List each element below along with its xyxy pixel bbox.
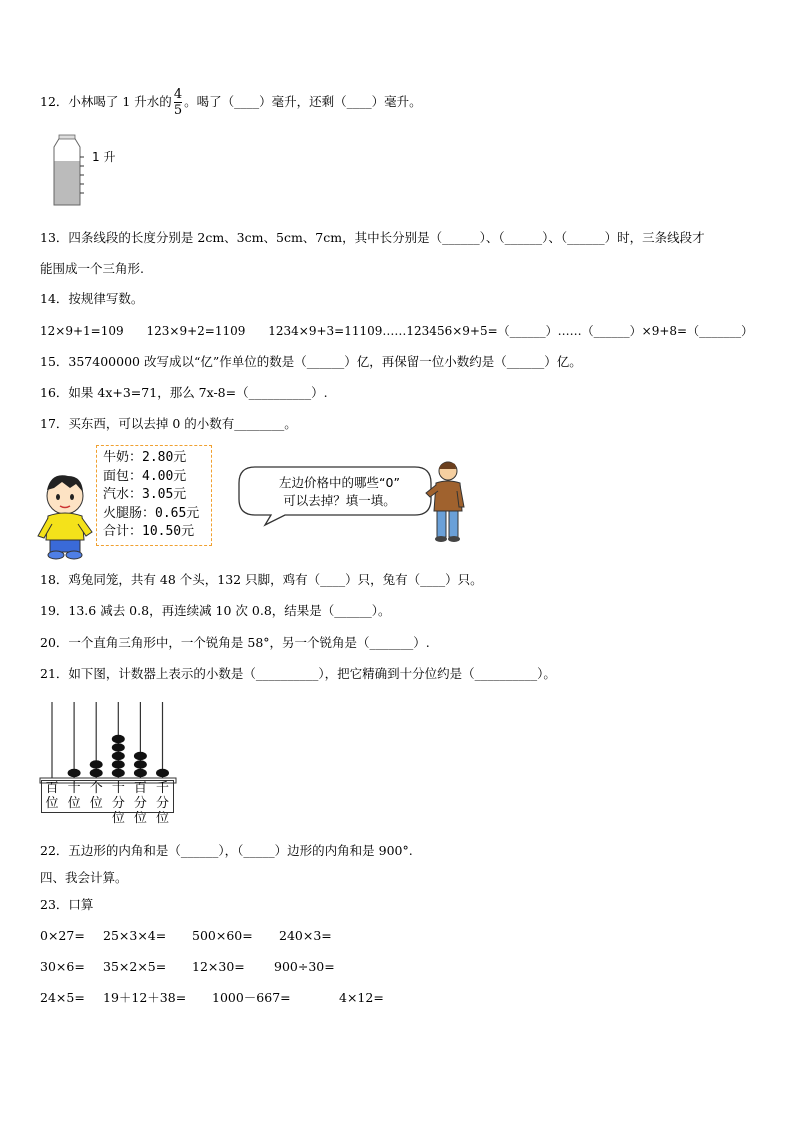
calc-item: 30×6= (40, 959, 85, 974)
abacus-bead (68, 769, 81, 777)
teacher-illustration (424, 459, 468, 543)
calc-item: 4×12= (339, 990, 384, 1005)
abacus-bead (112, 752, 125, 760)
calc-item: 24×5= (40, 990, 85, 1005)
water-bottle-illustration (46, 133, 121, 208)
calc-item: 0×27= (40, 928, 85, 943)
abacus-bead (134, 769, 147, 777)
question-13-line2: 能围成一个三角形. (40, 261, 144, 276)
question-20: 20．一个直角三角形中，一个锐角是 58°，另一个锐角是（_______）. (40, 635, 430, 650)
question-13-line1: 13．四条线段的长度分别是 2cm、3cm、5cm、7cm，其中长分别是（______）、（______）、（______）时，三条线段才 (40, 230, 705, 245)
calc-item: 1000－667= (212, 990, 291, 1005)
calc-item: 12×30= (192, 959, 245, 974)
abacus-label: 百 分 位 (133, 781, 147, 826)
question-15: 15．357400000 改写成以“亿”作单位的数是（______）亿，再保留一位小数约是（______）亿。 (40, 354, 582, 369)
fraction-4-5: $\frac{4}{5}$ (173, 87, 183, 118)
question-21: 21．如下图，计数器上表示的小数是（__________），把它精确到十分位约是（__________）。 (40, 666, 556, 681)
abacus-bead (112, 769, 125, 777)
price-item: 合计：10.50元 (103, 524, 195, 539)
boy-illustration (36, 470, 94, 560)
q12-prefix: 12．小林喝了 1 升水的 (40, 94, 172, 109)
calc-item: 500×60= (192, 928, 253, 943)
abacus-label: 百 位 (45, 781, 59, 811)
abacus-bead (156, 769, 169, 777)
question-18: 18．鸡兔同笼，共有 48 个头，132 只脚，鸡有（____）只，兔有（____）只。 (40, 572, 483, 587)
question-14-title: 14．按规律写数。 (40, 291, 144, 306)
question-17-title: 17．买东西，可以去掉 0 的小数有________。 (40, 416, 297, 431)
question-16: 16．如果 4x+3=71，那么 7x-8=（__________）. (40, 385, 328, 400)
abacus-bead (134, 752, 147, 760)
section-4-heading: 四、我会计算。 (40, 870, 128, 885)
abacus-counter (38, 700, 180, 785)
question-22: 22．五边形的内角和是（______），（_____）边形的内角和是 900°. (40, 843, 413, 858)
abacus-bead (112, 735, 125, 743)
abacus-bead (134, 760, 147, 768)
abacus-bead (112, 743, 125, 751)
price-list-box (96, 445, 212, 546)
abacus-bead (90, 769, 103, 777)
question-14-sequence: 12×9+1=109 123×9+2=1109 1234×9+3=11109……123456×9+5=（______）……（______）×9+8=（_______） (40, 324, 754, 338)
calc-item: 25×3×4= (103, 928, 167, 943)
abacus-label: 十 位 (67, 781, 81, 811)
speech-bubble-text: 左边价格中的哪些“0” 可以去掉？填一填。 (279, 475, 400, 508)
q12-suffix: 。喝了（____）毫升，还剩（____）毫升。 (184, 94, 422, 109)
calc-item: 35×2×5= (103, 959, 167, 974)
question-12 (40, 88, 422, 117)
calc-item: 19＋12＋38= (103, 990, 187, 1005)
question-23-title: 23．口算 (40, 897, 94, 912)
calc-item: 240×3= (279, 928, 332, 943)
price-item: 牛奶：2.80元 (103, 450, 187, 465)
abacus-label: 十 分 位 (111, 781, 125, 826)
abacus-label: 千 分 位 (156, 781, 170, 826)
abacus-bead (112, 760, 125, 768)
price-item: 汽水：3.05元 (103, 487, 187, 502)
calc-item: 900÷30= (274, 959, 335, 974)
abacus-label: 个 位 (89, 781, 103, 811)
bottle-label: 1 升 (92, 150, 116, 164)
abacus-base (41, 780, 174, 813)
price-item: 面包：4.00元 (103, 468, 187, 484)
question-19: 19．13.6 减去 0.8，再连续减 10 次 0.8，结果是（______）。 (40, 603, 391, 618)
abacus-bead (90, 760, 103, 768)
price-item: 火腿肠：0.65元 (103, 505, 200, 521)
